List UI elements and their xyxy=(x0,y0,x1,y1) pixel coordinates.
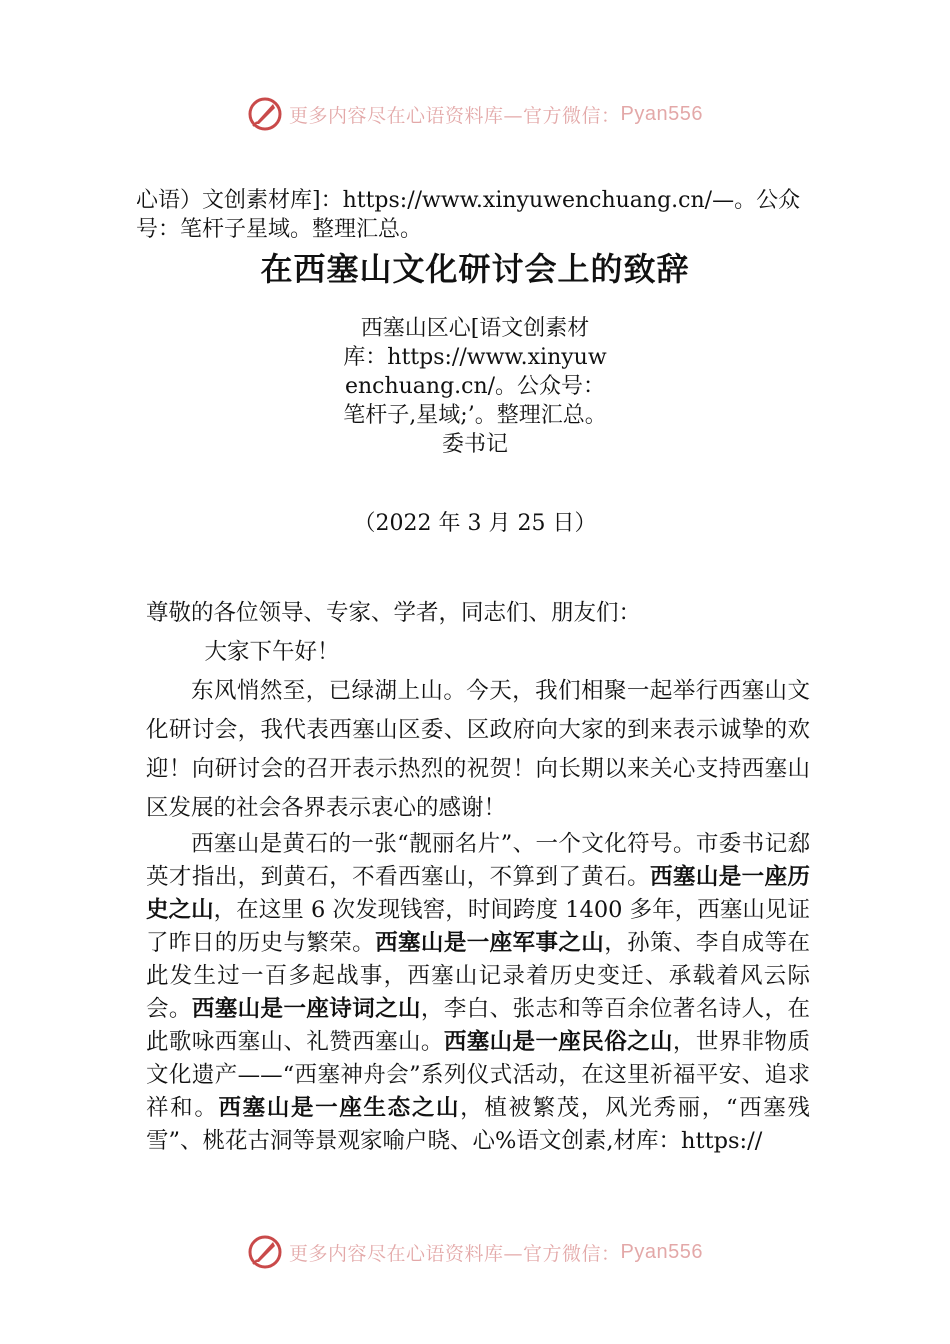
header-watermark xyxy=(0,94,950,134)
speech-body xyxy=(146,594,810,1158)
para2-text-5: ，世界非物质文化遗产——“西塞神舟会”系列仪式活动，在这里祈福平安、追求祥和。 xyxy=(146,1029,810,1121)
watermark-wechat-id: Pyan556 xyxy=(620,1240,703,1263)
quill-logo-icon xyxy=(247,96,283,132)
para2-bold-folk: 西塞山是一座民俗之山 xyxy=(443,1029,673,1055)
para2-bold-poetry: 西塞山是一座诗词之山 xyxy=(191,996,421,1022)
para2-text-6: ，植被繁茂，风光秀丽，“西塞残雪”、桃花古洞等景观家喻户晓、心%语文创素,材库：https:// xyxy=(146,1095,810,1154)
byline: 西塞山区心[语文创素材库：https://www.xinyuwenchuang.cn/。公众号：笔杆子,星域;’。整理汇总。委书记 xyxy=(343,316,607,457)
watermark-wechat-id: Pyan556 xyxy=(620,102,703,125)
para2-text-2: ，在这里 6 次发现钱窖，时间跨度 1400 多年，西塞山见证了昨日的历史与繁荣。 xyxy=(146,897,810,956)
paragraph-2 xyxy=(146,828,810,1158)
watermark xyxy=(247,1234,703,1270)
footer-watermark xyxy=(0,1232,950,1272)
paragraph-1: 东风悄然至，已绿湖上山。今天，我们相聚一起举行西塞山文化研讨会，我代表西塞山区委、区政府向大家的到来表示诚挚的欢迎！向研讨会的召开表示热烈的祝贺！向长期以来关心支持西塞山区发展的社会各界表示衷心的感谢！ xyxy=(146,678,810,821)
document-title: 在西塞山文化研讨会上的致辞 xyxy=(260,250,690,288)
watermark-text: 更多内容尽在心语资料库—官方微信： xyxy=(289,1242,621,1265)
para2-text-4: ，李白、张志和等百余位著名诗人，在此歌咏西塞山、礼赞西塞山。 xyxy=(146,996,810,1055)
para2-bold-military: 西塞山是一座军事之山 xyxy=(375,930,605,956)
speech-date: （2022 年 3 月 25 日） xyxy=(353,511,597,536)
para2-text-3: ，孙策、李自成等在此发生过一百多起战事，西塞山记录着历史变迁、承载着风云际会。 xyxy=(146,930,810,1022)
greeting: 尊敬的各位领导、专家、学者，同志们、朋友们： xyxy=(146,600,642,626)
para2-text-1: 西塞山是黄石的一张“靓丽名片”、一个文化符号。市委书记郄英才指出，到黄石，不看西塞山，不算到了黄石。 xyxy=(146,831,810,890)
para2-bold-ecology: 西塞山是一座生态之山 xyxy=(218,1095,461,1121)
prelude-text: 心语）文创素材库]：https://www.xinyuwenchuang.cn/—。公众号：笔杆子星域。整理汇总。 xyxy=(136,188,801,242)
quill-logo-icon xyxy=(247,1234,283,1270)
watermark-text: 更多内容尽在心语资料库—官方微信： xyxy=(289,104,621,127)
watermark xyxy=(247,96,703,132)
hello-line: 大家下午好！ xyxy=(204,639,340,665)
para2-bold-history: 西塞山是一座历史之山 xyxy=(146,864,810,923)
